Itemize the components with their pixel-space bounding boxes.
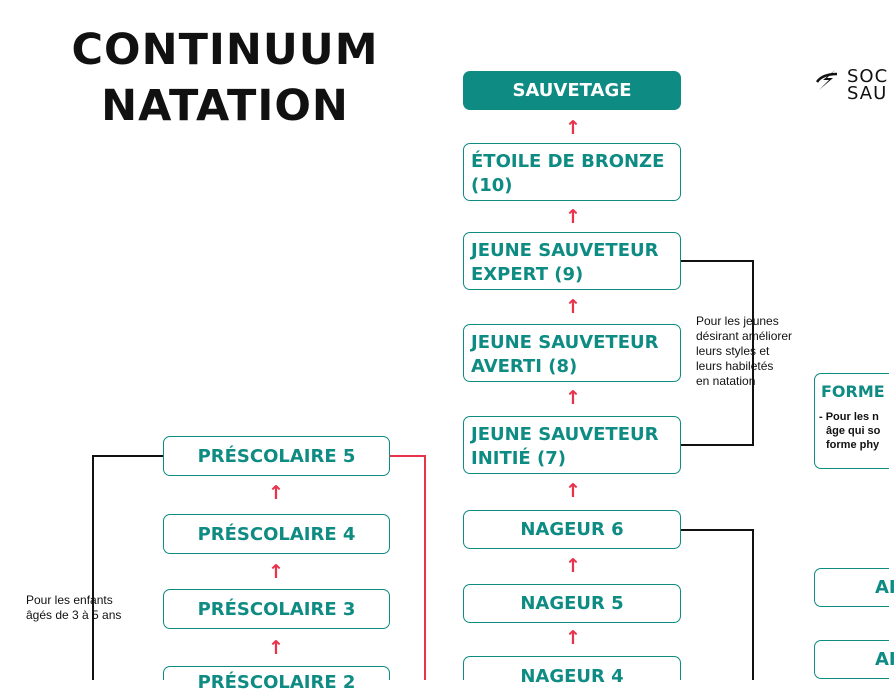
up-arrow-icon: ↑ [565,627,581,649]
up-arrow-icon: ↑ [268,637,284,659]
society-logo-icon [815,68,841,94]
note-enfants-line: âgés de 3 à 5 ans [26,608,122,622]
nageur-4-label: NAGEUR 4 [520,666,624,687]
connector-line [92,455,164,457]
logo [815,68,888,102]
note-jeunes-line: désirant améliorer [696,329,793,343]
up-arrow-icon: ↑ [565,387,581,409]
right-box-2 [814,640,896,679]
jeune-expert-line-1: JEUNE SAUVETEUR [471,240,659,261]
up-arrow-icon: ↑ [565,480,581,502]
right-box-1 [814,568,896,607]
prescolaire-2-box [163,666,390,693]
etoile-bronze-line-1: ÉTOILE DE BRONZE [471,151,665,172]
right-box-2-label: AI [875,649,896,670]
up-arrow-icon: ↑ [268,482,284,504]
connector-line [752,529,754,680]
up-arrow-icon: ↑ [565,296,581,318]
prescolaire-5-label: PRÉSCOLAIRE 5 [197,445,356,467]
red-connector-line [389,455,426,457]
title-line-2: NATATION [101,81,349,131]
connector-line [680,529,754,531]
sauvetage-label: SAUVETAGE [512,80,632,101]
forme-box [814,373,889,469]
note-jeunes-line: en natation [696,374,756,388]
prescolaire-3-label: PRÉSCOLAIRE 3 [197,598,356,620]
jeune-initie-box [463,416,681,474]
up-arrow-icon: ↑ [565,555,581,577]
forme-title: FORME [821,382,885,401]
jeune-expert-line-2: EXPERT (9) [471,264,584,285]
note-jeunes [696,314,792,389]
prescolaire-3-box [163,589,390,629]
jeune-initie-line-2: INITIÉ (7) [471,448,566,469]
nageur-6-label: NAGEUR 6 [520,519,624,540]
prescolaire-4-box [163,514,390,554]
note-jeunes-line: leurs habiletés [696,359,774,373]
nageur-5-label: NAGEUR 5 [520,593,624,614]
logo-text-line-1: SOC [847,66,889,87]
nageur-4-box [463,656,681,687]
connector-line [680,444,754,446]
jeune-initie-line-1: JEUNE SAUVETEUR [471,424,659,445]
etoile-bronze-box [463,143,681,201]
etoile-bronze-line-2: (10) [471,175,513,196]
logo-text-line-2: SAU [847,83,888,104]
prescolaire-4-label: PRÉSCOLAIRE 4 [197,523,356,545]
right-box-1-label: AI [875,577,896,598]
jeune-expert-box [463,232,681,290]
forme-line: forme phy [826,439,880,451]
note-enfants [26,593,121,623]
up-arrow-icon: ↑ [565,117,581,139]
red-connector-line [424,455,426,680]
title-line-1: CONTINUUM [71,25,379,75]
forme-line: âge qui so [826,425,881,437]
up-arrow-icon: ↑ [268,561,284,583]
jeune-averti-line-2: AVERTI (8) [471,356,578,377]
prescolaire-5-box [163,436,390,476]
nageur-5-box [463,584,681,623]
page-title [40,22,410,134]
nageur-6-box [463,510,681,549]
connector-line [680,260,754,262]
note-enfants-line: Pour les enfants [26,593,113,607]
connector-line [92,455,94,680]
note-jeunes-line: leurs styles et [696,344,770,358]
logo-text [847,68,888,102]
up-arrow-icon: ↑ [565,206,581,228]
note-jeunes-line: Pour les jeunes [696,314,779,328]
prescolaire-2-label: PRÉSCOLAIRE 2 [197,672,356,693]
jeune-averti-line-1: JEUNE SAUVETEUR [471,332,659,353]
forme-line: - Pour les n [819,411,879,423]
sauvetage-box [463,71,681,110]
jeune-averti-box [463,324,681,382]
